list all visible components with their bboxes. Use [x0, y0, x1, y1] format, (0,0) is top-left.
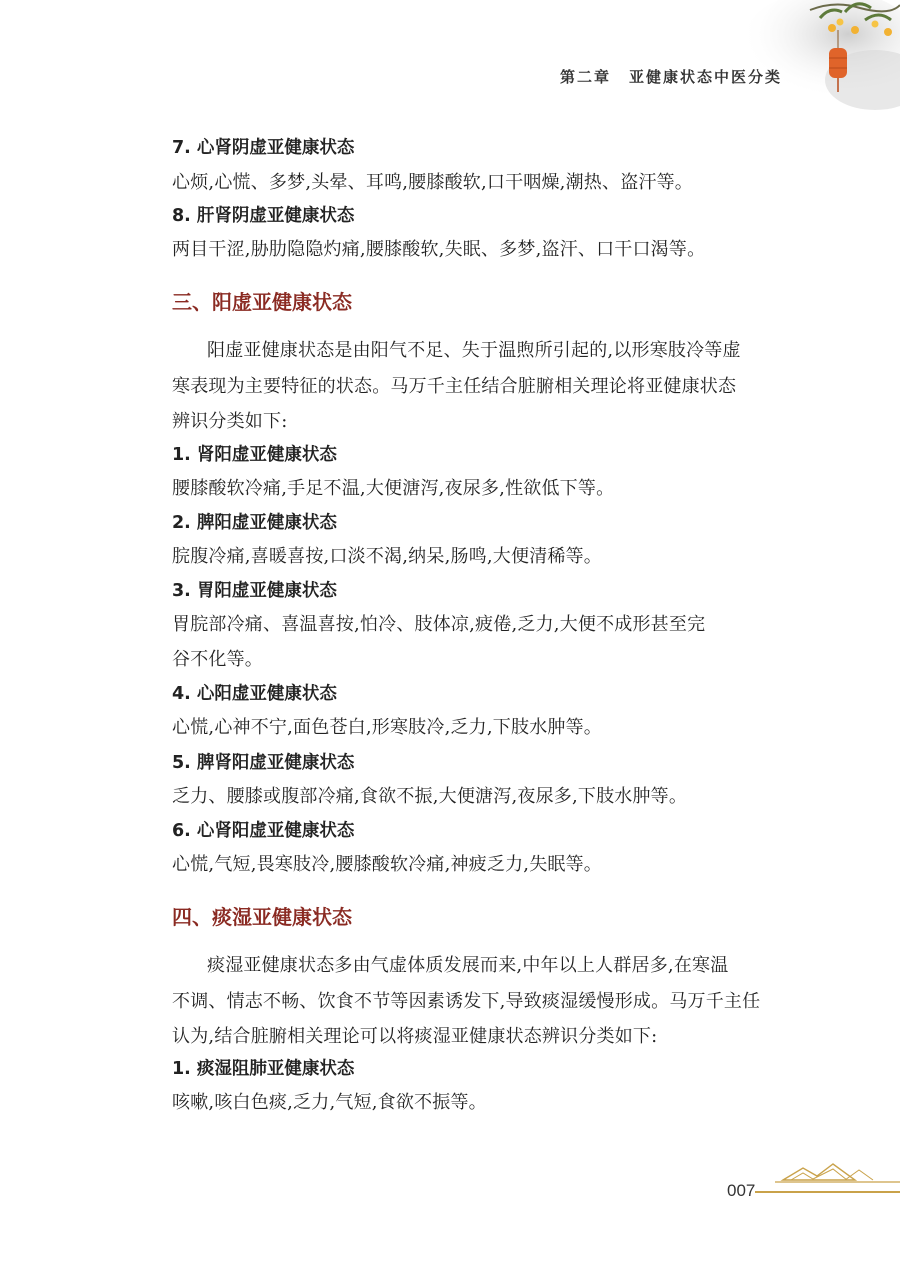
subsection-title: 7. 心肾阴虚亚健康状态 — [172, 138, 355, 158]
section-heading: 三、阳虚亚健康状态 — [172, 290, 352, 314]
corner-illustration — [660, 0, 900, 110]
text-line: 脘腹冷痛,喜暖喜按,口淡不渴,纳呆,肠鸣,大便清稀等。 — [172, 546, 603, 567]
text-line: 认为,结合脏腑相关理论可以将痰湿亚健康状态辨识分类如下: — [172, 1026, 658, 1047]
text-line: 寒表现为主要特征的状态。马万千主任结合脏腑相关理论将亚健康状态 — [172, 376, 737, 397]
text-line: 不调、情志不畅、饮食不节等因素诱发下,导致痰湿缓慢形成。马万千主任 — [172, 991, 761, 1012]
subsection-title: 1. 痰湿阻肺亚健康状态 — [172, 1059, 355, 1079]
subsection-title: 6. 心肾阳虚亚健康状态 — [172, 821, 355, 841]
text-line: 谷不化等。 — [172, 649, 263, 670]
subsection-title: 8. 肝肾阴虚亚健康状态 — [172, 206, 355, 226]
text-line: 两目干涩,胁肋隐隐灼痛,腰膝酸软,失眠、多梦,盗汗、口干口渴等。 — [172, 239, 706, 260]
text-line: 心慌,心神不宁,面色苍白,形寒肢冷,乏力,下肢水肿等。 — [172, 717, 603, 738]
text-line: 痰湿亚健康状态多由气虚体质发展而来,中年以上人群居多,在寒温 — [207, 955, 729, 976]
text-line: 腰膝酸软冷痛,手足不温,大便溏泻,夜尿多,性欲低下等。 — [172, 478, 615, 499]
subsection-title: 1. 肾阳虚亚健康状态 — [172, 445, 337, 465]
page-number: 007 — [727, 1181, 756, 1200]
subsection-title: 2. 脾阳虚亚健康状态 — [172, 513, 337, 533]
subsection-title: 4. 心阳虚亚健康状态 — [172, 684, 337, 704]
text-line: 胃脘部冷痛、喜温喜按,怕冷、肢体凉,疲倦,乏力,大便不成形甚至完 — [172, 614, 706, 635]
text-line: 心慌,气短,畏寒肢冷,腰膝酸软冷痛,神疲乏力,失眠等。 — [172, 854, 603, 875]
subsection-title: 5. 脾肾阳虚亚健康状态 — [172, 753, 355, 773]
text-line: 咳嗽,咳白色痰,乏力,气短,食欲不振等。 — [172, 1092, 487, 1113]
text-line: 辨识分类如下: — [172, 411, 288, 432]
chapter-label: 第二章 — [559, 68, 611, 86]
subsection-title: 3. 胃阳虚亚健康状态 — [172, 581, 337, 601]
running-header — [560, 66, 782, 87]
text-line: 阳虚亚健康状态是由阳气不足、失于温煦所引起的,以形寒肢冷等虚 — [207, 340, 741, 361]
text-line: 心烦,心慌、多梦,头晕、耳鸣,腰膝酸软,口干咽燥,潮热、盗汗等。 — [172, 172, 694, 193]
chapter-title: 亚健康状态中医分类 — [628, 68, 782, 86]
text-line: 乏力、腰膝或腹部冷痛,食欲不振,大便溏泻,夜尿多,下肢水肿等。 — [172, 786, 688, 807]
section-heading: 四、痰湿亚健康状态 — [172, 905, 352, 929]
mountain-ornament-icon — [755, 1158, 900, 1208]
